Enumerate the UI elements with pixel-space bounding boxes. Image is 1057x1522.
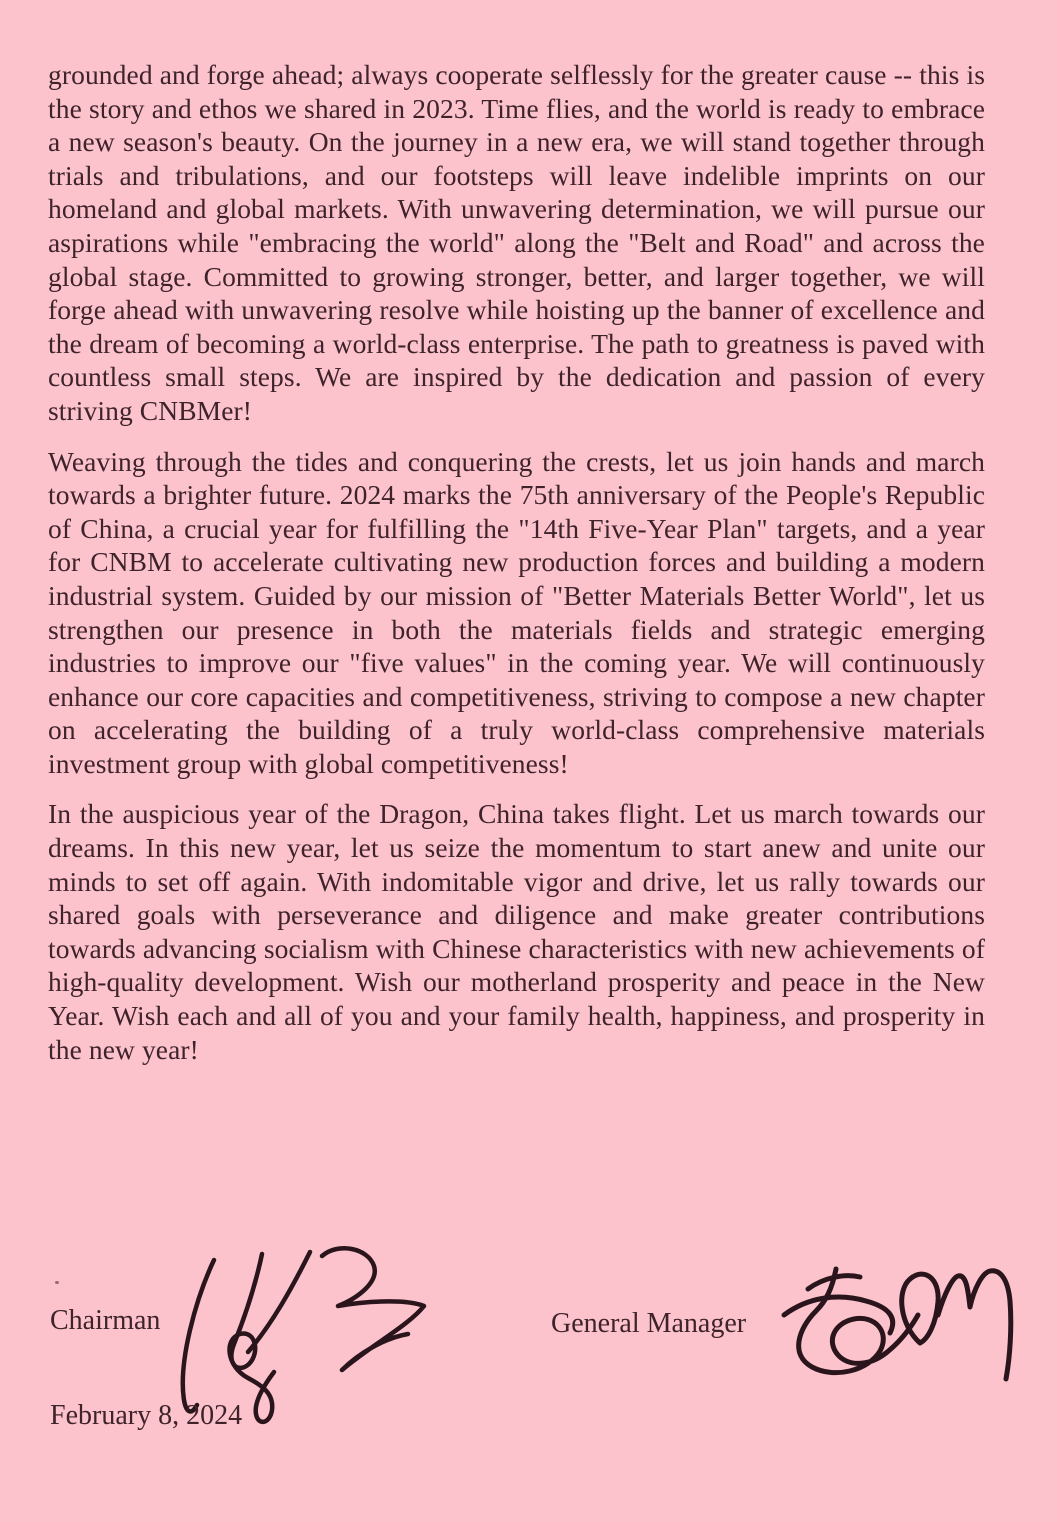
letter-paragraph-3: In the auspicious year of the Dragon, China takes flight. Let us march towards our dreams. In this new year, let us seize the momentum to start anew and unite our minds to set off again. With indomitable vigor and drive, let us rally towards our shared goals with perseverance and diligence and make greater contributions towards advancing socialism with Chinese characteristics with new achievements of high-quality development. Wish our motherland prosperity and peace in the New Year. Wish each and all of you and your family health, happiness, and prosperity in the new year! <box>48 798 985 1065</box>
general-manager-signature-icon <box>768 1243 1023 1393</box>
scan-speck <box>55 1281 59 1284</box>
general-manager-label: General Manager <box>551 1308 747 1339</box>
letter-body <box>48 58 985 1083</box>
letter-paragraph-2: Weaving through the tides and conquering the crests, let us join hands and march towards a brighter future. 2024 marks the 75th anniversary of the People's Republic of China, a crucial year for fulfilling the "14th Five-Year Plan" targets, and a year for CNBM to accelerate cultivating new production forces and building a modern industrial system. Guided by our mission of "Better Materials Better World", let us strengthen our presence in both the materials fields and strategic emerging industries to improve our "five values" in the coming year. We will continuously enhance our core capacities and competitiveness, striving to compose a new chapter on accelerating the building of a truly world-class comprehensive materials investment group with global competitiveness! <box>48 445 985 779</box>
letter-paragraph-1: grounded and forge ahead; always cooperate selflessly for the greater cause -- this is the story and ethos we shared in 2023. Time flies, and the world is ready to embrace a new season's beauty. On the journey in a new era, we will stand together through trials and tribulations, and our footsteps will leave indelible imprints on our homeland and global markets. With unwavering determination, we will pursue our aspirations while "embracing the world" along the "Belt and Road" and across the global stage. Committed to growing stronger, better, and larger together, we will forge ahead with unwavering resolve while hoisting up the banner of excellence and the dream of becoming a world-class enterprise. The path to greatness is paved with countless small steps. We are inspired by the dedication and passion of every striving CNBMer! <box>48 59 985 426</box>
letter-date: February 8, 2024 <box>50 1400 243 1431</box>
chairman-label: Chairman <box>50 1305 161 1336</box>
